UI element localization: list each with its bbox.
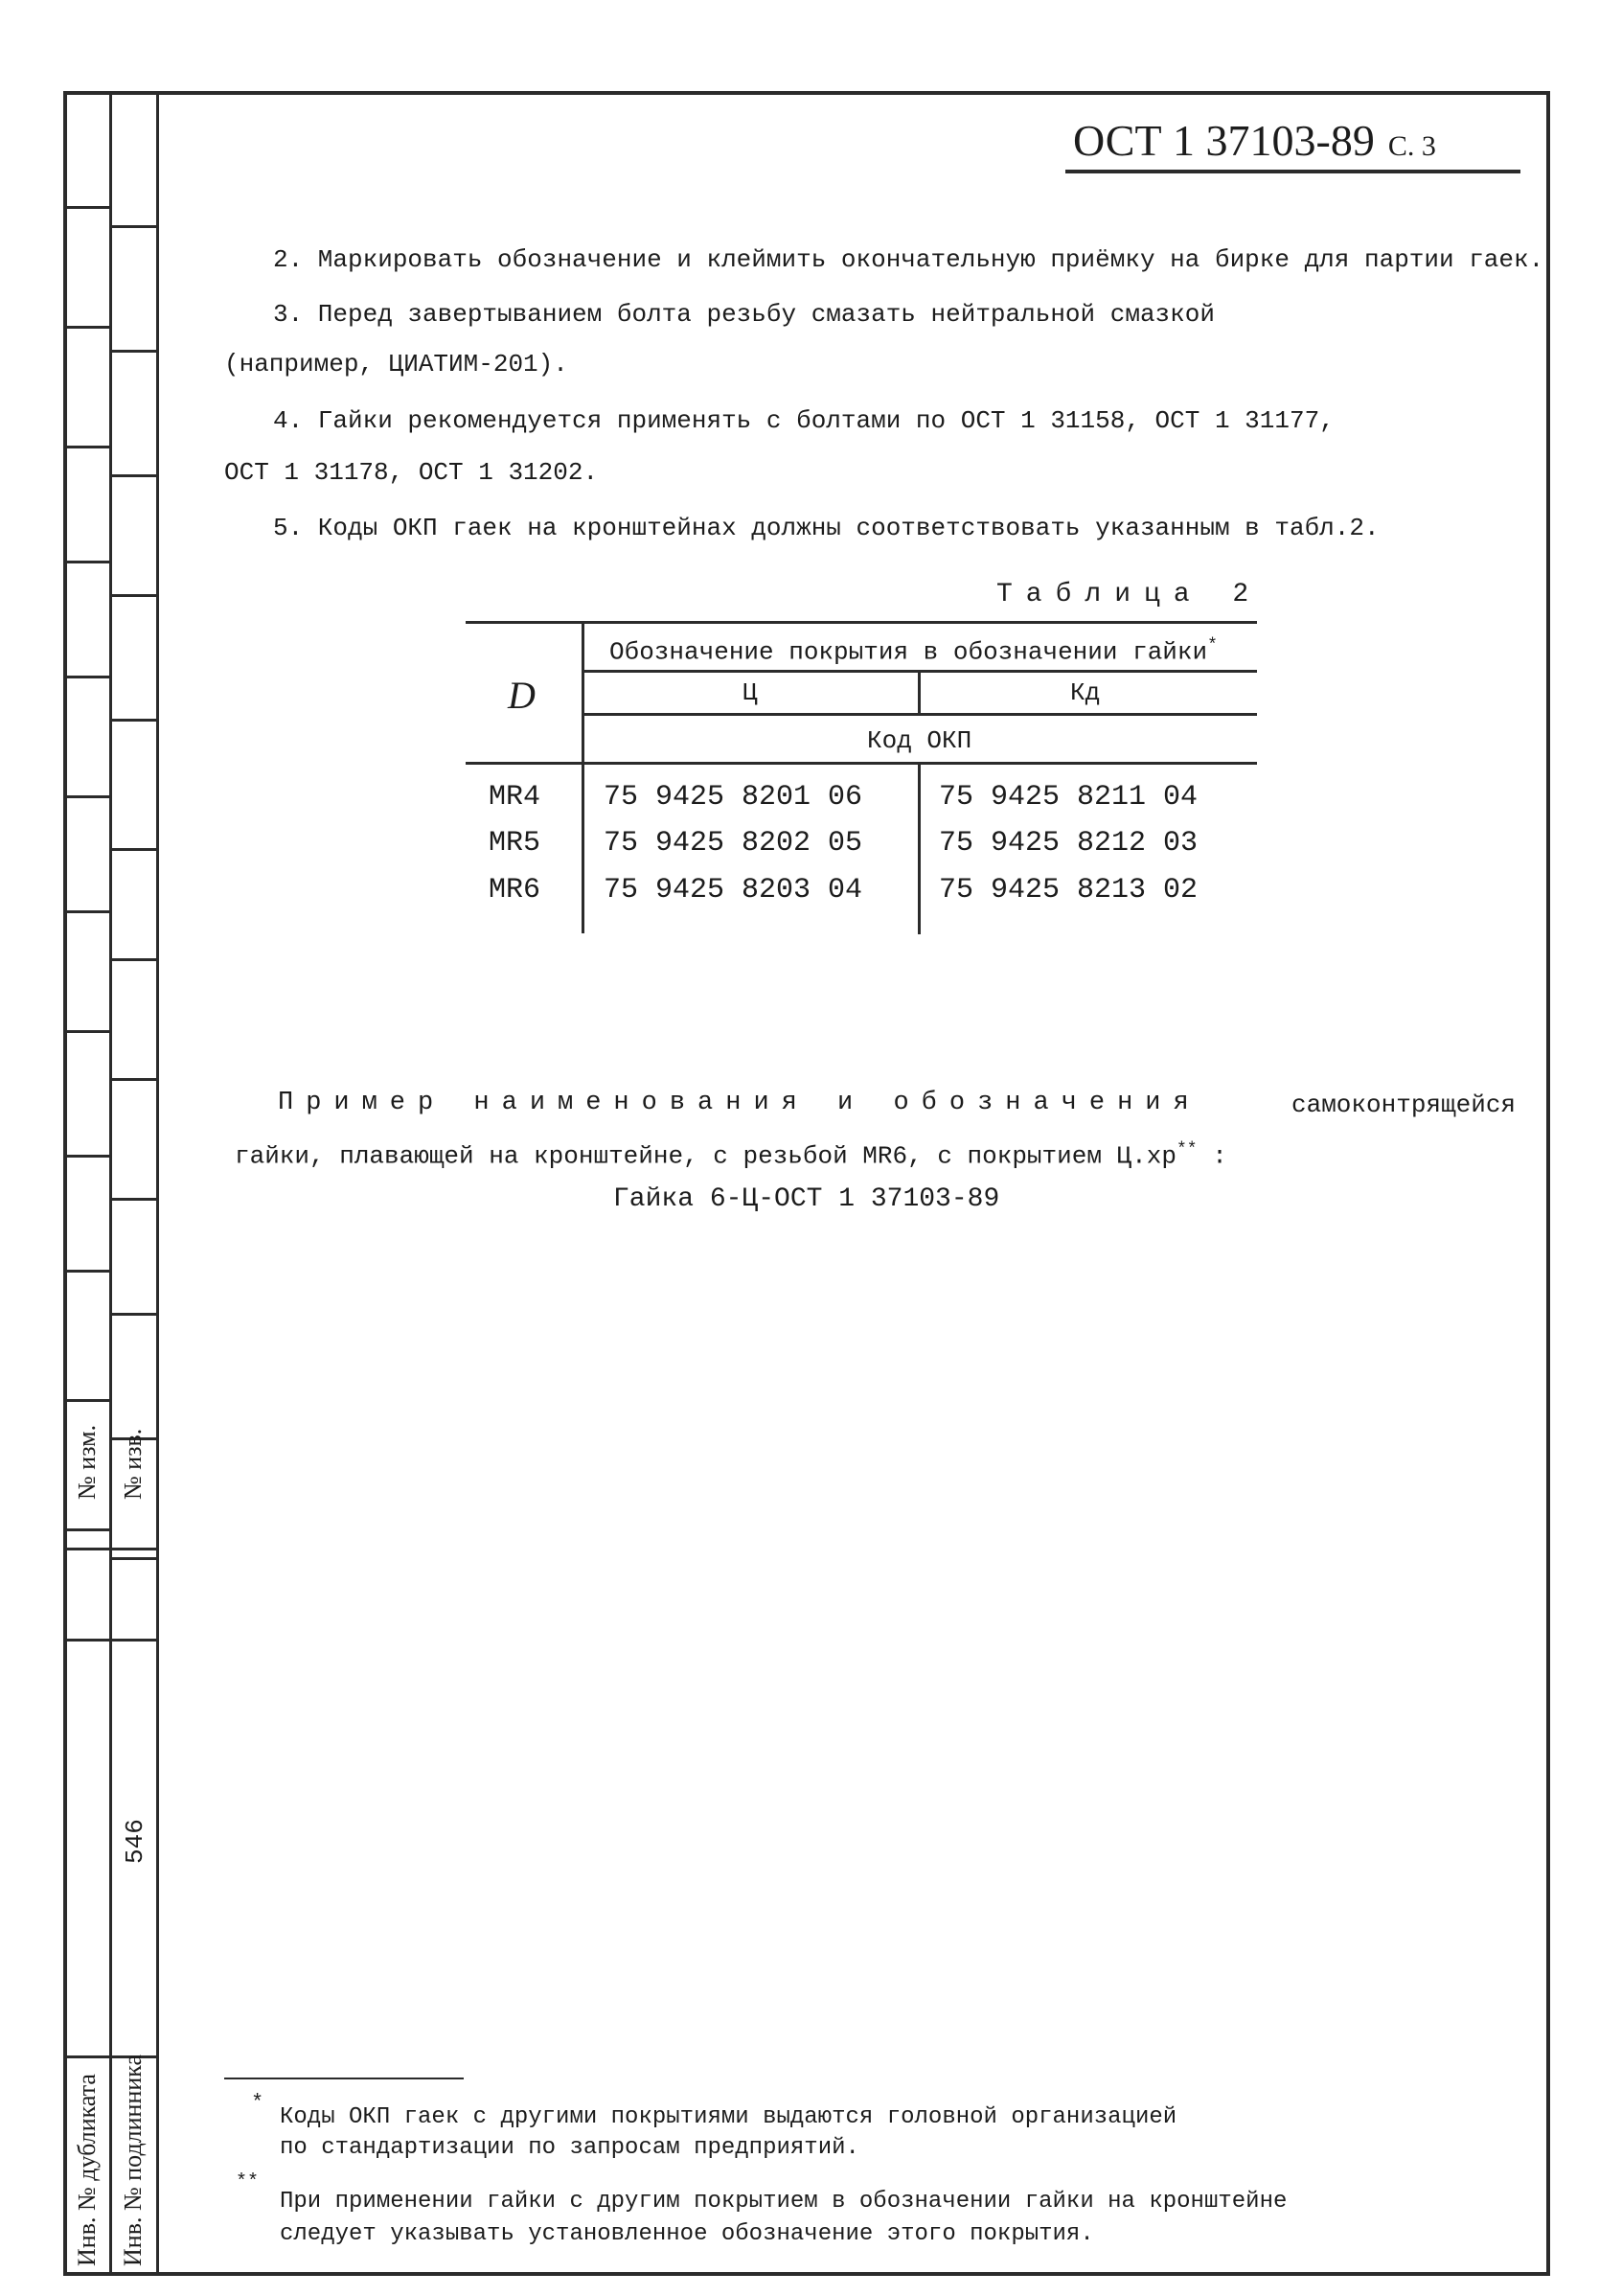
margin-izm: № изм.: [73, 1424, 101, 1500]
strip-tick: [109, 225, 157, 228]
margin-dubl: Инв. № дубликата: [73, 2074, 101, 2266]
example-line2: [235, 1140, 1227, 1171]
row-kd: 75 9425 8213 02: [939, 874, 1199, 907]
example-colon: :: [1212, 1141, 1227, 1171]
strip-tick: [109, 1078, 157, 1081]
doc-code: ОСТ 1 37103-89: [1073, 116, 1375, 165]
para-4a: 4. Гайки рекомендуется применять с болтами по ОСТ 1 31158, ОСТ 1 31177,: [273, 406, 1335, 435]
table-sub-c: Ц: [742, 678, 758, 707]
strip-line-mid: [109, 91, 112, 2276]
footnote-1-mark: *: [251, 2091, 264, 2115]
para-3a: 3. Перед завертыванием болта резьбу смазать нейтральной смазкой: [273, 300, 1215, 329]
row-c: 75 9425 8203 04: [604, 874, 863, 907]
example-designation: Гайка 6-Ц-ОСТ 1 37103-89: [613, 1184, 1000, 1214]
margin-izv: № изв.: [119, 1428, 147, 1500]
coating-header-text: Обозначение покрытия в обозначении гайки: [609, 637, 1208, 667]
para-4b: ОСТ 1 31178, ОСТ 1 31202.: [224, 458, 599, 487]
coating-star: *: [1207, 636, 1218, 655]
strip-divider: [63, 1548, 159, 1550]
para-3b: (например, ЦИАТИМ-201).: [224, 350, 568, 379]
strip-tick: [63, 1528, 111, 1531]
example-line1-end: самоконтрящейся: [1291, 1091, 1517, 1119]
strip-tick: [63, 206, 111, 209]
footnote-2b: следует указывать установленное обозначение этого покрытия.: [280, 2221, 1094, 2247]
row-d: MR6: [489, 874, 541, 907]
strip-tick: [109, 848, 157, 851]
table-col-d: D: [508, 674, 536, 717]
strip-tick: [109, 1198, 157, 1201]
strip-tick: [63, 676, 111, 678]
footnote-2-mark: **: [236, 2171, 260, 2193]
table-vline-1: [582, 621, 584, 933]
table-vline-sub: [918, 670, 921, 714]
margin-strip: [63, 91, 159, 2276]
strip-tick: [63, 1270, 111, 1273]
strip-tick: [63, 446, 111, 448]
row-kd: 75 9425 8211 04: [939, 781, 1199, 814]
table-vline-2: [918, 762, 921, 934]
strip-tick: [63, 1030, 111, 1033]
strip-line-left: [63, 91, 66, 2276]
strip-tick: [109, 474, 157, 477]
footnote-1a: Коды ОКП гаек с другими покрытиями выдаются головной организацией: [280, 2104, 1177, 2130]
table-coating-header: [609, 636, 1218, 667]
table-title: Таблица 2: [996, 580, 1263, 609]
table-sub-kd: Кд: [1070, 678, 1101, 707]
row-d: MR5: [489, 827, 541, 860]
strip-tick: [63, 326, 111, 329]
footnote-rule: [224, 2078, 464, 2079]
row-c: 75 9425 8202 05: [604, 827, 863, 860]
strip-tick: [109, 1313, 157, 1316]
row-kd: 75 9425 8212 03: [939, 827, 1199, 860]
para-5: 5. Коды ОКП гаек на кронштейнах должны соответствовать указанным в табл.2.: [273, 514, 1380, 542]
strip-tick: [109, 594, 157, 597]
example-spaced: Пример наименования и обозначения: [278, 1089, 1201, 1117]
strip-tick: [109, 1557, 157, 1560]
para-2: 2. Маркировать обозначение и клеймить окончательную приёмку на бирке для партии гаек.: [273, 245, 1544, 274]
strip-tick: [109, 958, 157, 961]
footnote-2a: При применении гайки с другим покрытием в обозначении гайки на кронштейне: [280, 2189, 1288, 2215]
margin-podl: Инв. № подлинника: [119, 2054, 147, 2266]
row-d: MR4: [489, 781, 541, 814]
doc-header: [1073, 115, 1436, 166]
strip-tick: [63, 910, 111, 913]
margin-number: 546: [121, 1819, 149, 1864]
header-underline: [1065, 170, 1520, 173]
strip-tick: [63, 1155, 111, 1158]
table-code-header: Код ОКП: [867, 726, 972, 755]
strip-tick: [63, 561, 111, 563]
row-c: 75 9425 8201 06: [604, 781, 863, 814]
footnote-1b: по стандартизации по запросам предприятий.: [280, 2135, 859, 2161]
strip-tick: [63, 795, 111, 798]
strip-divider: [63, 1639, 159, 1642]
strip-tick: [63, 1399, 111, 1402]
strip-line-right: [156, 91, 159, 2276]
example-star: **: [1176, 1140, 1198, 1159]
strip-tick: [109, 719, 157, 722]
example-line2-text: гайки, плавающей на кронштейне, с резьбой MR6, с покрытием Ц.хр: [235, 1141, 1176, 1171]
strip-tick: [109, 350, 157, 353]
page-number: С. 3: [1387, 130, 1436, 162]
